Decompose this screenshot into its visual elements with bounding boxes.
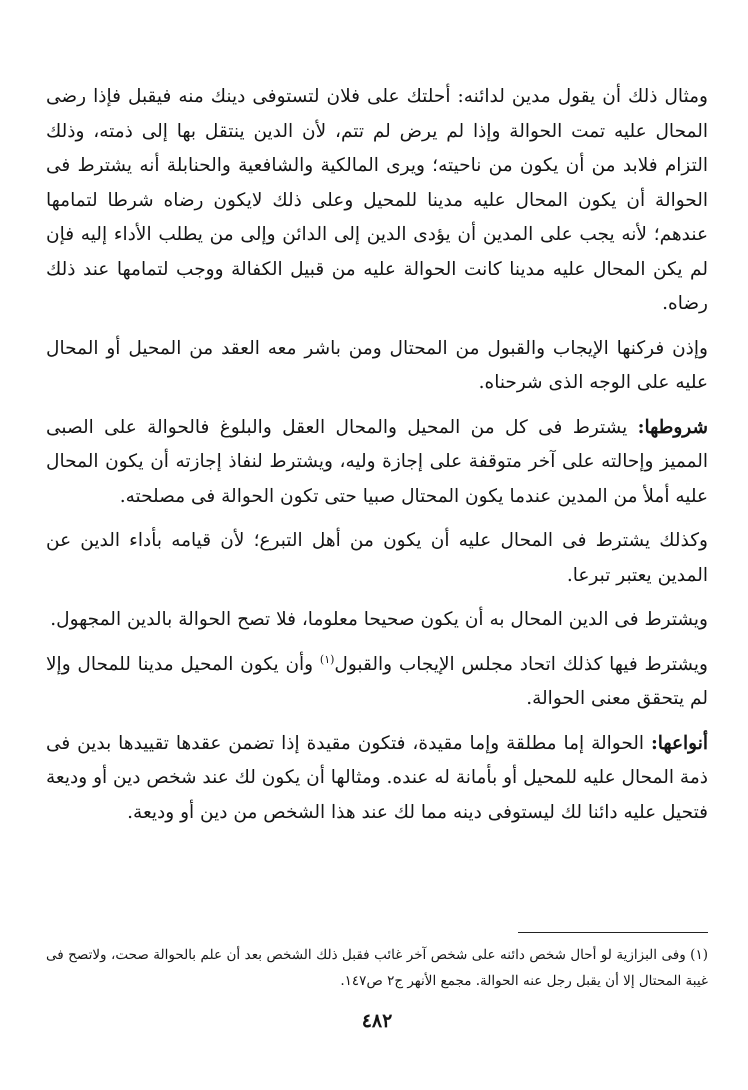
paragraph-conditions (46, 411, 708, 515)
paragraph-text: وكذلك يشترط فى المحال عليه أن يكون من أهل التبرع؛ لأن قيامه بأداء الدين عن المدين يعتبر تبرعا. (46, 530, 708, 586)
body-text (46, 80, 708, 830)
paragraph-text-continued: وأن يكون المحيل مدينا للمحال وإلا لم يتحقق معنى الحوالة. (46, 653, 708, 709)
book-page (46, 80, 708, 1050)
paragraph-text: ومثال ذلك أن يقول مدين لدائنه: أحلتك على فلان لتستوفى دينك منه فيقبل فإذا رضى المحال عليه تمت الحوالة وإذا لم يرض لم تتم، لأن الدين ينتقل بها إلى ذمته، وذلك التزام فلابد من أن يكون من ناحيته؛ ويرى المالكية والشافعية والحنابلة أنه يشترط فى الحوالة أن يكون المحال عليه مدينا للمحيل وعلى ذلك لايكون رضاه شرطا لتمامها عندهم؛ لأنه يجب على المدين أن يؤدى الدين إلى الدائن وإلى من يطلب الأداء إليه فإن لم يكن المحال عليه مدينا كانت الحوالة عليه من قبيل الكفالة ووجب لتمامها عند ذلك رضاه. (46, 86, 708, 314)
paragraph-text: يشترط فى كل من المحيل والمحال العقل والبلوغ فالحوالة على الصبى المميز وإحالته على آخر متوقفة على إجازة وليه، ويشترط لنفاذ إجازته أن يكون المحال عليه أملأ من المدين عندما يكون المحتال صبيا حتى تكون الحوالة فى مصلحته. (46, 416, 708, 507)
paragraph-lead-types: أنواعها: (650, 732, 708, 754)
footnote-divider (518, 932, 708, 933)
paragraph-pillars (46, 332, 708, 401)
paragraph-types (46, 727, 708, 831)
paragraph-text: ويشترط فى الدين المحال به أن يكون صحيحا معلوما، فلا تصح الحوالة بالدين المجهول. (50, 609, 708, 630)
page-number: ٤٨٢ (361, 1010, 393, 1032)
paragraph-text: الحوالة إما مطلقة وإما مقيدة، فتكون مقيدة إذا تضمن عقدها تقييدها بدين فى ذمة المحال عليه للمحيل أو بأمانة له عنده. ومثالها أن يكون لك عند شخص دين أو وديعة فتحيل عليه دائنا لك ليستوفى دينه مما لك عند هذا الشخص من دين أو وديعة. (46, 732, 708, 823)
paragraph-text: ويشترط فيها كذلك اتحاد مجلس الإيجاب والقبول (334, 653, 708, 675)
paragraph-text: وإذن فركنها الإيجاب والقبول من المحتال ومن باشر معه العقد من المحيل أو المحال عليه على الوجه الذى شرحناه. (46, 337, 708, 393)
paragraph-donation (46, 524, 708, 593)
footnote-marker: (١) (319, 652, 335, 666)
paragraph-example (46, 80, 708, 322)
paragraph-debt (46, 603, 708, 638)
paragraph-lead-conditions: شروطها: (637, 416, 708, 438)
paragraph-session (46, 648, 708, 717)
footnote: (١) وفى البزازية لو أحال شخص دائنه على شخص آخر غائب فقبل ذلك الشخص بعد أن علم بالحوالة صحت، ولاتصح فى غيبة المحتال إلا أن يقبل رجل عنه الحوالة. مجمع الأنهر ج٢ ص١٤٧. (46, 947, 708, 989)
